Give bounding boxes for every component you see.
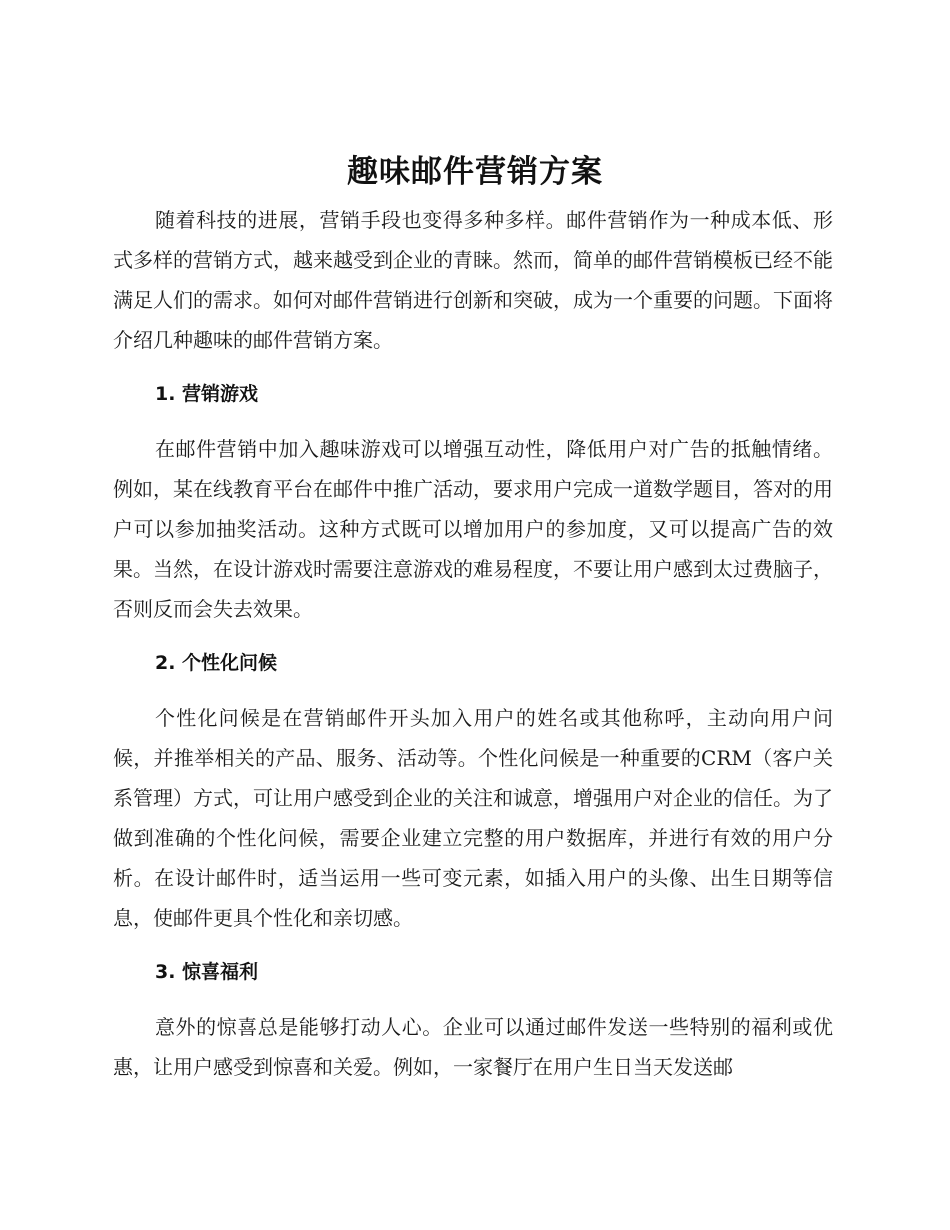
section-heading-personalized-greeting: 2. 个性化问候 <box>155 652 278 674</box>
intro-paragraph: 随着科技的进展，营销手段也变得多种多样。邮件营销作为一种成本低、形式多样的营销方式，越来越受到企业的青睐。然而，简单的邮件营销模板已经不能满足人们的需求。如何对邮件营销进行创新和突破，成为一个重要的问题。下面将介绍几种趣味的邮件营销方案。 <box>113 208 833 352</box>
section-heading-marketing-game: 1. 营销游戏 <box>155 383 259 405</box>
section-heading-surprise-benefits: 3. 惊喜福利 <box>155 961 259 983</box>
document-title: 趣味邮件营销方案 <box>347 154 603 190</box>
document-body <box>113 200 833 1087</box>
section-body-personalized-greeting: 个性化问候是在营销邮件开头加入用户的姓名或其他称呼，主动向用户问候，并推举相关的产品、服务、活动等。个性化问候是一种重要的CRM（客户关系管理）方式，可让用户感受到企业的关注和诚意，增强用户对企业的信任。为了做到准确的个性化问候，需要企业建立完整的用户数据库，并进行有效的用户分析。在设计邮件时，适当运用一些可变元素，如插入用户的头像、出生日期等信息，使邮件更具个性化和亲切感。 <box>113 706 833 930</box>
section-body-marketing-game: 在邮件营销中加入趣味游戏可以增强互动性，降低用户对广告的抵触情绪。例如，某在线教育平台在邮件中推广活动，要求用户完成一道数学题目，答对的用户可以参加抽奖活动。这种方式既可以增加用户的参加度，又可以提高广告的效果。当然，在设计游戏时需要注意游戏的难易程度，不要让用户感到太过费脑子，否则反而会失去效果。 <box>113 437 833 621</box>
section-body-surprise-benefits: 意外的惊喜总是能够打动人心。企业可以通过邮件发送一些特别的福利或优惠，让用户感受到惊喜和关爱。例如，一家餐厅在用户生日当天发送邮 <box>113 1015 833 1079</box>
